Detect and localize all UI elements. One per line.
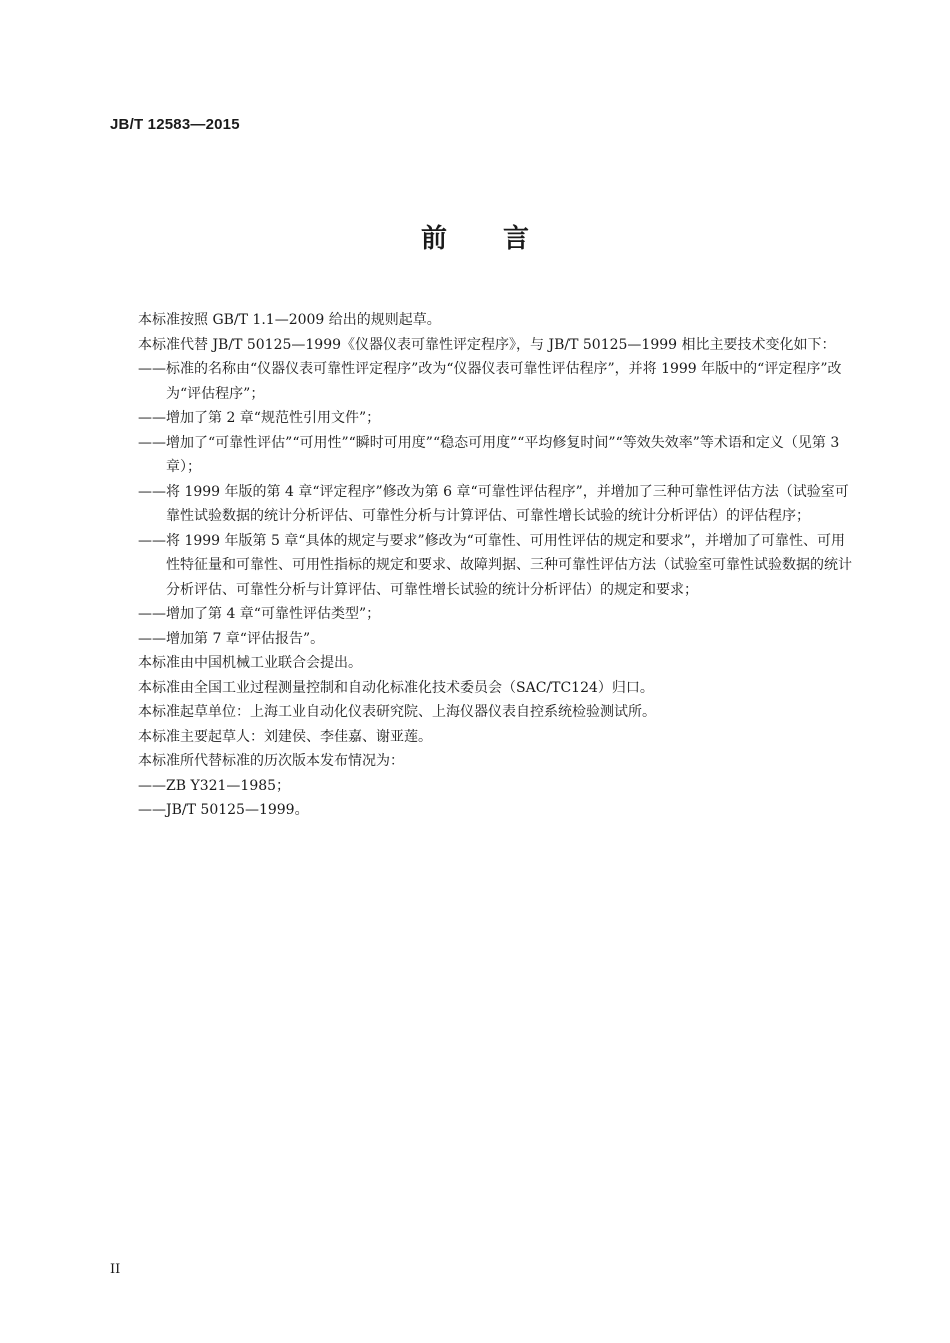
title-char-2: 言 xyxy=(503,224,530,254)
page-title xyxy=(0,218,950,255)
paragraph-drafters: 本标准主要起草人：刘建侯、李佳嘉、谢亚莲。 xyxy=(138,728,432,745)
paragraph-under-jurisdiction: 本标准由全国工业过程测量控制和自动化标准化技术委员会（SAC/TC124）归口。 xyxy=(138,679,654,696)
paragraph-drafting-units: 本标准起草单位：上海工业自动化仪表研究院、上海仪器仪表自控系统检验测试所。 xyxy=(138,704,656,720)
paragraph-replaces: 本标准代替 JB/T 50125—1999《仪器仪表可靠性评定程序》，与 JB/T 50125—1999 相比主要技术变化如下： xyxy=(138,336,836,353)
change-item-chapter2: ——增加了第 2 章“规范性引用文件”； xyxy=(138,410,381,426)
history-item-1999: ——JB/T 50125—1999。 xyxy=(138,802,309,818)
standard-code: JB/T 12583—2015 xyxy=(110,116,240,133)
paragraph-history: 本标准所代替标准的历次版本发布情况为： xyxy=(138,753,404,769)
change-item-name: ——标准的名称由“仪器仪表可靠性评定程序”改为“仪器仪表可靠性评估程序”，并将 1999 年版中的“评定程序”改为“评估程序”； xyxy=(138,361,842,402)
foreword-body xyxy=(110,308,858,823)
paragraph-proposed-by: 本标准由中国机械工业联合会提出。 xyxy=(138,655,362,671)
page-number: II xyxy=(110,1262,121,1277)
change-item-chapter6: ——将 1999 年版的第 4 章“评定程序”修改为第 6 章“可靠性评估程序”，并增加了三种可靠性评估方法（试验室可靠性试验数据的统计分析评估、可靠性分析与计算评估、可靠性增长试验的统计分析评估）的评估程序； xyxy=(138,483,849,524)
change-item-terms: ——增加了“可靠性评估”“可用性”“瞬时可用度”“稳态可用度”“平均修复时间”“等效失效率”等术语和定义（见第 3 章）； xyxy=(138,434,840,475)
title-char-1: 前 xyxy=(420,224,447,254)
change-item-chapter4: ——增加了第 4 章“可靠性评估类型”； xyxy=(138,606,381,622)
change-item-chapter7: ——增加第 7 章“评估报告”。 xyxy=(138,630,325,647)
change-item-chapter5: ——将 1999 年版第 5 章“具体的规定与要求”修改为“可靠性、可用性评估的规定和要求”，并增加了可靠性、可用性特征量和可靠性、可用性指标的规定和要求、故障判据、三种可靠性评估方法（试验室可靠性试验数据的统计分析评估、可靠性分析与计算评估、可靠性增长试验的统计分析评估）的规定和要求； xyxy=(138,532,852,598)
paragraph-drafting-rules: 本标准按照 GB/T 1.1—2009 给出的规则起草。 xyxy=(138,312,441,328)
history-item-1985: ——ZB Y321—1985； xyxy=(138,777,291,794)
